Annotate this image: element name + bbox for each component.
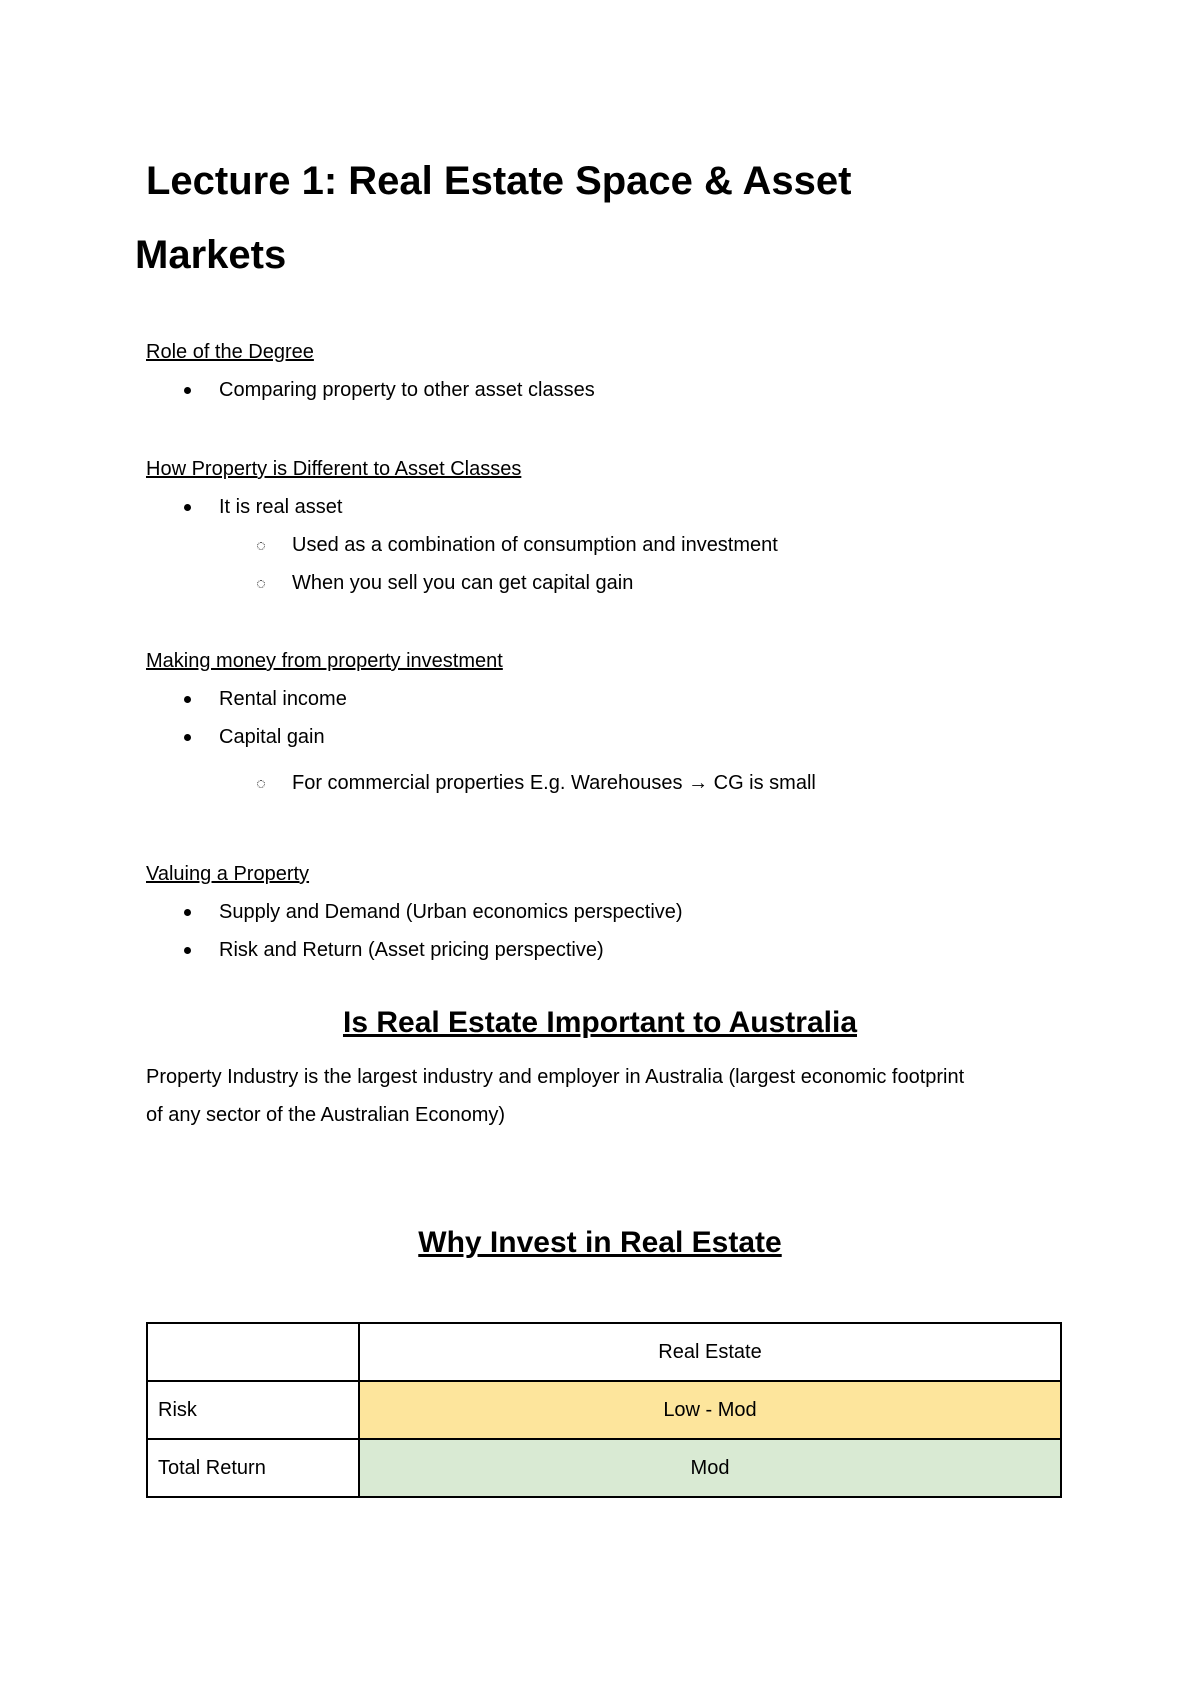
- lecture-title-line2: Markets: [135, 233, 287, 277]
- bullet-icon: [184, 387, 191, 394]
- bullet-icon: [184, 909, 191, 916]
- section-heading-making: Making money from property investment: [146, 650, 503, 672]
- hollow-bullet-icon: [257, 780, 265, 788]
- sub-list-item: [146, 770, 816, 808]
- table-header-cell: [147, 1323, 359, 1381]
- section-heading-role: Role of the Degree: [146, 341, 314, 363]
- role-list: [146, 377, 595, 415]
- valuing-list: [146, 899, 683, 975]
- different-sublist: [146, 532, 778, 608]
- important-paragraph: [146, 1058, 1066, 1134]
- sub-list-item-text: When you sell you can get capital gain: [292, 572, 634, 594]
- bullet-icon: [184, 734, 191, 741]
- list-item-text: Capital gain: [219, 726, 325, 748]
- section-heading-different: How Property is Different to Asset Classes: [146, 458, 522, 480]
- list-item-text: Rental income: [219, 688, 347, 710]
- list-item: [146, 377, 595, 415]
- bullet-icon: [184, 696, 191, 703]
- row-label: Total Return: [147, 1439, 359, 1497]
- list-item: [146, 937, 683, 975]
- list-item-text: Supply and Demand (Urban economics perspective): [219, 901, 683, 923]
- sub-list-item: [146, 532, 778, 570]
- lecture-title-line1: Lecture 1: Real Estate Space & Asset: [146, 159, 852, 203]
- row-value: Mod: [359, 1439, 1061, 1497]
- bullet-icon: [184, 947, 191, 954]
- paragraph-line: of any sector of the Australian Economy): [146, 1104, 506, 1126]
- paragraph-line: Property Industry is the largest industry and employer in Australia (largest economic footprint: [146, 1066, 965, 1088]
- bullet-icon: [184, 504, 191, 511]
- hollow-bullet-icon: [257, 542, 265, 550]
- list-item-text: Comparing property to other asset classes: [219, 379, 595, 401]
- different-list: [146, 494, 342, 532]
- hollow-bullet-icon: [257, 580, 265, 588]
- lecture-title: [135, 144, 1076, 292]
- list-item-text: Risk and Return (Asset pricing perspective): [219, 939, 604, 961]
- heading-why-invest: Why Invest in Real Estate: [418, 1226, 782, 1259]
- table-header-row: [147, 1323, 1061, 1381]
- sub-list-item-text: Used as a combination of consumption and investment: [292, 534, 778, 556]
- making-list: [146, 686, 347, 762]
- table-row: [147, 1439, 1061, 1497]
- row-label: Risk: [147, 1381, 359, 1439]
- sub-list-item-text: For commercial properties E.g. Warehouses → CG is small: [292, 772, 816, 794]
- heading-important: Is Real Estate Important to Australia: [342, 1006, 857, 1039]
- making-sublist: [146, 770, 816, 808]
- list-item: [146, 899, 683, 937]
- sub-list-item: [146, 570, 778, 608]
- row-value: Low - Mod: [359, 1381, 1061, 1439]
- table-header-cell: Real Estate: [359, 1323, 1061, 1381]
- list-item: [146, 494, 342, 532]
- list-item: [146, 686, 347, 724]
- section-heading-valuing: Valuing a Property: [146, 863, 310, 885]
- list-item: [146, 724, 347, 762]
- comparison-table: [146, 1322, 1062, 1498]
- list-item-text: It is real asset: [219, 496, 343, 518]
- table-row: [147, 1381, 1061, 1439]
